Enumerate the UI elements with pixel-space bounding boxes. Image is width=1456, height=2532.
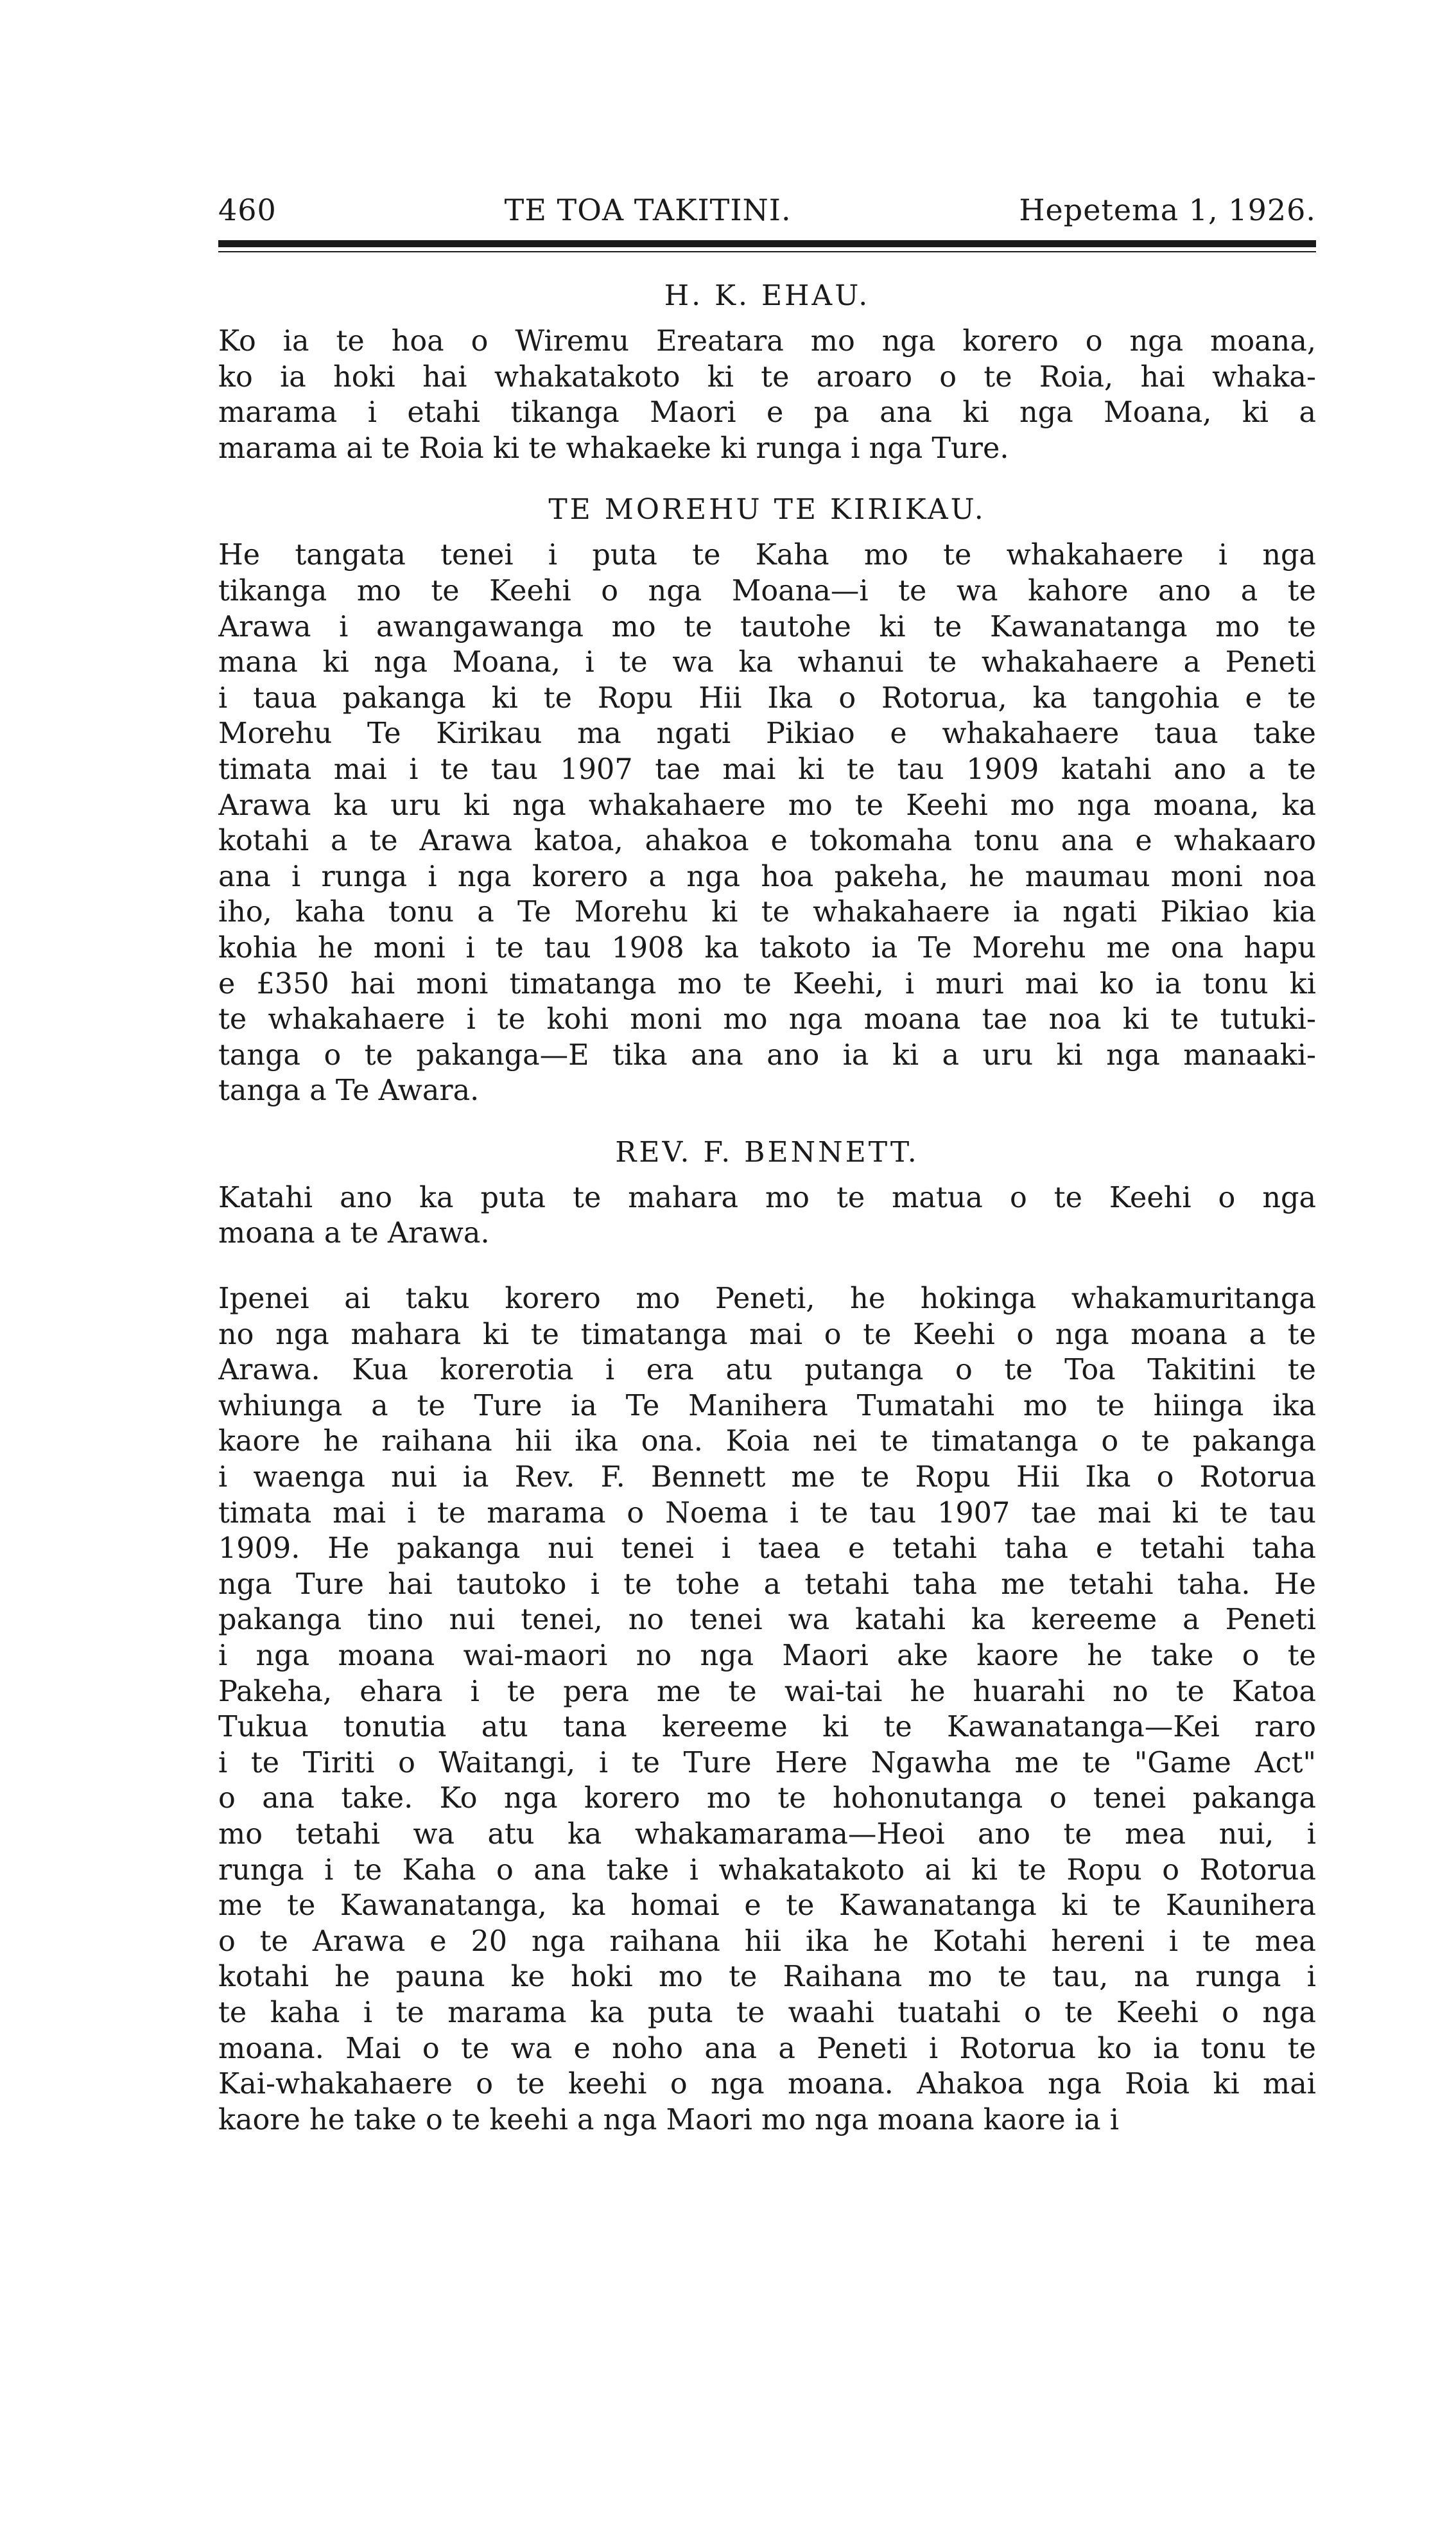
text-line: o te Arawa e 20 nga raihana hii ika he Kotahi hereni i te mea bbox=[218, 1925, 1316, 1958]
paragraph bbox=[218, 1281, 1316, 2138]
text-line: i taua pakanga ki te Ropu Hii Ika o Rotorua, ka tangohia e te bbox=[218, 681, 1316, 715]
text-line: kotahi he pauna ke hoki mo te Raihana mo te tau, na runga i bbox=[218, 1960, 1316, 1994]
text-line: tanga a Te Awara. bbox=[218, 1074, 480, 1108]
text-line: whiunga a te Ture ia Te Manihera Tumatahi mo te hiinga ika bbox=[218, 1389, 1316, 1422]
text-line: nga Ture hai tautoko i te tohe a tetahi taha me tetahi taha. He bbox=[218, 1567, 1316, 1601]
text-line: Kai-whakahaere o te keehi o nga moana. Ahakoa nga Roia ki mai bbox=[218, 2068, 1316, 2101]
text-line: e £350 hai moni timatanga mo te Keehi, i muri mai ko ia tonu ki bbox=[218, 967, 1316, 1000]
text-line: kaore he raihana hii ika ona. Koia nei te timatanga o te pakanga bbox=[218, 1425, 1316, 1458]
text-line: runga i te Kaha o ana take i whakatakoto ai ki te Ropu o Rotorua bbox=[218, 1853, 1316, 1887]
text-line: tanga o te pakanga—E tika ana ano ia ki a uru ki nga manaaki- bbox=[218, 1038, 1316, 1072]
text-line: Pakeha, ehara i te pera me te wai-tai he huarahi no te Katoa bbox=[218, 1675, 1316, 1708]
text-line: moana. Mai o te wa e noho ana a Peneti i Rotorua ko ia tonu te bbox=[218, 2032, 1316, 2065]
document-body bbox=[218, 279, 1316, 2138]
text-line: Ipenei ai taku korero mo Peneti, he hokinga whakamuritanga bbox=[218, 1282, 1316, 1316]
text-line: timata mai i te tau 1907 tae mai ki te tau 1909 katahi ano a te bbox=[218, 753, 1316, 786]
section-heading: H. K. EHAU. bbox=[664, 279, 871, 312]
publication-title: TE TOA TAKITINI. bbox=[504, 193, 792, 227]
text-line: ko ia hoki hai whakatakoto ki te aroaro o te Roia, hai whaka- bbox=[218, 360, 1316, 394]
section-heading: REV. F. BENNETT. bbox=[615, 1135, 919, 1169]
text-line: te whakahaere i te kohi moni mo nga moana tae noa ki te tutuki- bbox=[218, 1003, 1316, 1036]
text-line: no nga mahara ki te timatanga mai o te Keehi o nga moana a te bbox=[218, 1318, 1316, 1351]
text-line: marama i etahi tikanga Maori e pa ana ki nga Moana, ki a bbox=[218, 396, 1316, 430]
paragraph bbox=[218, 324, 1316, 466]
paragraph-gap bbox=[218, 1252, 1316, 1281]
text-line: marama ai te Roia ki te whakaeke ki runga i nga Ture. bbox=[218, 432, 1009, 465]
text-line: He tangata tenei i puta te Kaha mo te whakahaere i nga bbox=[218, 539, 1316, 572]
header-rule-thick bbox=[218, 240, 1316, 247]
paragraph bbox=[218, 537, 1316, 1109]
running-header bbox=[218, 193, 1316, 238]
text-line: mana ki nga Moana, i te wa ka whanui te whakahaere a Peneti bbox=[218, 646, 1316, 679]
text-line: timata mai i te marama o Noema i te tau 1907 tae mai ki te tau bbox=[218, 1496, 1316, 1530]
text-line: kohia he moni i te tau 1908 ka takoto ia Te Morehu me ona hapu bbox=[218, 931, 1316, 965]
text-line: Katahi ano ka puta te mahara mo te matua o te Keehi o nga bbox=[218, 1181, 1316, 1214]
text-line: Arawa. Kua korerotia i era atu putanga o te Toa Takitini te bbox=[218, 1354, 1316, 1387]
section-heading: TE MOREHU TE KIRIKAU. bbox=[548, 493, 986, 527]
document-page bbox=[218, 193, 1316, 2138]
text-line: i waenga nui ia Rev. F. Bennett me te Ropu Hii Ika o Rotorua bbox=[218, 1461, 1316, 1494]
text-line: iho, kaha tonu a Te Morehu ki te whakahaere ia ngati Pikiao kia bbox=[218, 896, 1316, 929]
text-line: mo tetahi wa atu ka whakamarama—Heoi ano te mea nui, i bbox=[218, 1817, 1316, 1851]
text-line: i te Tiriti o Waitangi, i te Ture Here Ngawha me te "Game Act" bbox=[218, 1746, 1316, 1779]
paragraph bbox=[218, 1180, 1316, 1252]
text-line: pakanga tino nui tenei, no tenei wa katahi ka kereeme a Peneti bbox=[218, 1603, 1316, 1637]
text-line: Morehu Te Kirikau ma ngati Pikiao e whakahaere taua take bbox=[218, 717, 1316, 751]
text-line: te kaha i te marama ka puta te waahi tuatahi o te Keehi o nga bbox=[218, 1996, 1316, 2029]
text-line: kotahi a te Arawa katoa, ahakoa e tokomaha tonu ana e whakaaro bbox=[218, 825, 1316, 858]
text-line: Arawa ka uru ki nga whakahaere mo te Keehi mo nga moana, ka bbox=[218, 789, 1316, 822]
text-line: tikanga mo te Keehi o nga Moana—i te wa kahore ano a te bbox=[218, 574, 1316, 607]
page-number: 460 bbox=[218, 193, 277, 227]
text-line: me te Kawanatanga, ka homai e te Kawanatanga ki te Kaunihera bbox=[218, 1889, 1316, 1923]
text-line: Arawa i awangawanga mo te tautohe ki te Kawanatanga mo te bbox=[218, 610, 1316, 643]
header-rule-thin bbox=[218, 251, 1316, 252]
text-line: moana a te Arawa. bbox=[218, 1217, 490, 1250]
text-line: ana i runga i nga korero a nga hoa pakeha, he maumau moni noa bbox=[218, 860, 1316, 893]
text-line: Ko ia te hoa o Wiremu Ereatara mo nga korero o nga moana, bbox=[218, 325, 1316, 358]
text-line: 1909. He pakanga nui tenei i taea e tetahi taha e tetahi taha bbox=[218, 1532, 1316, 1566]
issue-date: Hepetema 1, 1926. bbox=[1019, 193, 1316, 227]
text-line: i nga moana wai-maori no nga Maori ake kaore he take o te bbox=[218, 1639, 1316, 1672]
text-line: Tukua tonutia atu tana kereeme ki te Kawanatanga—Kei raro bbox=[218, 1711, 1316, 1744]
text-line: kaore he take o te keehi a nga Maori mo nga moana kaore ia i bbox=[218, 2103, 1120, 2136]
text-line: o ana take. Ko nga korero mo te hohonutanga o tenei pakanga bbox=[218, 1782, 1316, 1815]
